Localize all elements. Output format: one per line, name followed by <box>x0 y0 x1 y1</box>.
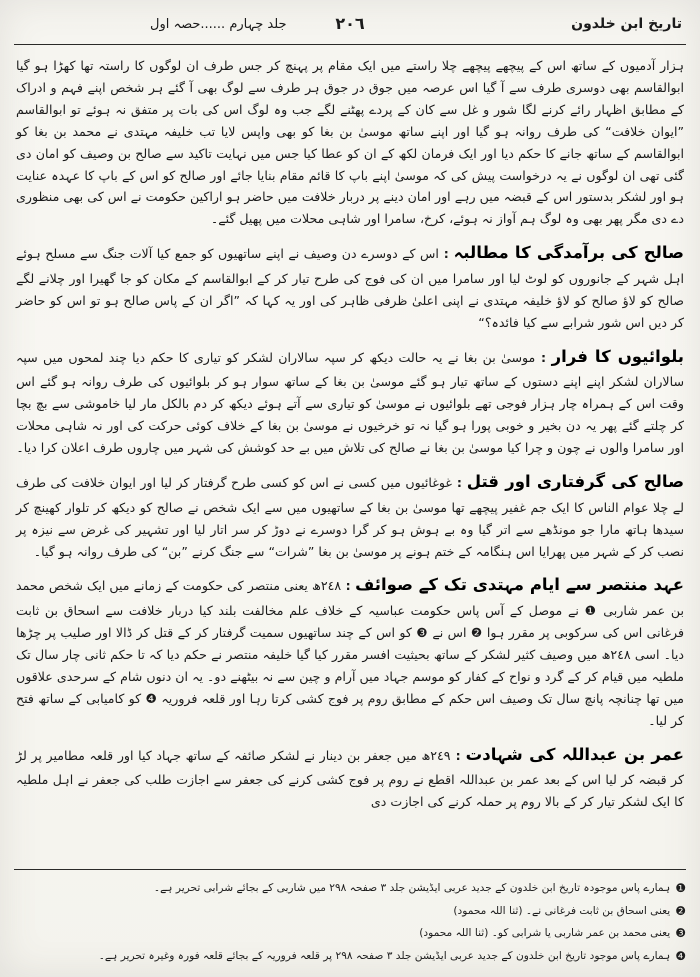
footnote-4-marker-icon: ❹ <box>675 949 686 964</box>
page-header <box>16 12 684 42</box>
footnote-3 <box>14 921 686 944</box>
footnote-4-text: ہمارے پاس موجود تاریخ ابن خلدون کے جدید عربی ایڈیشن جلد ٣ صفحہ ٢٩٨ پر قلعہ فروریہ کے بجائے قلعہ فورہ وغیرہ تحریر ہے۔ <box>98 950 671 963</box>
section-heading: عمر بن عبداللہ کی شہادت <box>465 744 685 764</box>
heading-colon: : <box>535 349 552 365</box>
footnote-2-marker-icon: ❷ <box>675 903 686 918</box>
footnote-3-text: یعنی محمد بن عمر شاربی یا شرابی کو۔ (ثنا اللہ محمود) <box>419 927 671 940</box>
heading-colon: : <box>438 246 454 262</box>
footnote-4 <box>14 944 686 967</box>
section-saleh-demand <box>16 239 684 333</box>
section-text: موسیٰ بن بغا نے یہ حالت دیکھ کر سپہ سالاران لشکر کو تیاری کا حکم دیا چند لمحوں میں سپہ سالاران لشکر اپنے اپنے دستوں کے ساتھ تیار ہو گئے موسیٰ بن بغا کے ساتھ سوار ہو کر بلوائیوں کی طرف روانہ ہو گئے اس وقت اس کے ہمراہ چار ہزار فوجی تھے بلوائیوں نے موسیٰ کو تیاری سے آتے ہوئے دیکھ کر دم بالکل مار لیا خاموشی سے بچ بچا کر چلتے گئے پھر یہ دن بخیر و خوبی پورا ہو گیا نہ تو خرخیوں نے موسیٰ بن بغا کے خلاف کوئی حرکت کی اور نہ شاہی محلات اور سامرا والوں نے چون و چرا کیا موسیٰ بن بغا نے صالح کی تلاش میں بے حد کوشش کی شہر میں چاروں طرف اعلان کرا دیا۔ <box>16 349 684 456</box>
page-body <box>16 55 684 813</box>
footnote-2-text: یعنی اسحاق بن ثابت فرغانی نے۔ (ثنا اللہ محمود) <box>453 904 671 917</box>
footnotes-block <box>14 869 686 967</box>
section-heading: عہد منتصر سے ایام مہتدی تک کے صوائف <box>355 575 685 595</box>
footnote-2 <box>14 899 686 922</box>
section-heading: صالح کی گرفتاری اور قتل <box>466 472 685 491</box>
section-text: ٢٤٩ھ میں جعفر بن دینار نے لشکر صائفہ کے ساتھ جہاد کیا اور قلعہ مطامیر پر لڑ کر قبضہ کر لیا اس کے بعد عمر بن عبداللہ اقطع نے روم پر فوج کشی کرنے کی جعفر سے اجازت طلب کی جعفر نے اہل ملطیہ کا ایک لشکر تیار کر کے بالا روم پر حملہ کرنے کی اجازت دی <box>16 747 684 810</box>
section-muntasir-era <box>16 571 684 731</box>
section-saleh-arrest <box>16 468 684 562</box>
section-umar-martyrdom <box>16 741 684 814</box>
section-text: اس کے دوسرے دن وصیف نے اپنے ساتھیوں کو جمع کیا آلات جنگ سے مسلح ہوئے اہل شہر کے جانوروں کو لوٹ لیا اور سامرا میں ان کی فوج کی طرح تیار کر کے ابوالقاسم کے مکان کو جا گھیرا اور چلانے لگے صالح کو لاؤ صالح کو لاؤ خلیفہ مہتدی نے اپنی اعلیٰ ظرفی ظاہر کی اور یہ کہا کہ ”اگر ان کے پاس صالح ہو تو اس کو حاضر کر دیں اس شور شرابے سے کیا فائدہ؟“ <box>16 246 684 330</box>
section-text: غوغائیوں میں کسی نے اس کو کسی طرح گرفتار کر لیا اور ایوان خلافت کی طرف لے چلا عوام الناس کا ایک جم غفیر پیچھے تھا موسیٰ بن بغا کے ساتھیوں میں سے ایک شخص نے صالح کو دیکھ کر تلوار کھینچ کر سیدھا ہاتھ مارا جو مونڈھے سے اتر گیا وہ بے ہوش ہو کر گرا دوسرے نے دوڑ کر سر اتار لیا اور تشہیر کی غرض سے نیزہ پر نصب کر کے شہر میں پھرایا اس ہنگامہ کے ختم ہونے پر موسیٰ بن بغا ”شرات“ سے جنگ کرنے ”بن“ کی طرف روانہ ہو گیا۔ <box>16 475 684 559</box>
section-text: ٢٤٨ھ یعنی منتصر کی حکومت کے زمانے میں ایک شخص محمد بن عمر شاربی ❶ نے موصل کے آس پاس حکومت عباسیہ کے خلاف علم مخالفت بلند کیا دربار خلافت سے اسحاق بن ثابت فرغانی اس کی سرکوبی پر مقرر ہوا ❷ اس نے ❸ کو اس کے چند ساتھیوں سمیت گرفتار کر کے قتل کر ڈالا اور صلیب پر چڑھا دیا۔ اسی ٢٤٨ھ میں وصیف کثیر لشکر کے ساتھ بحیثیت افسر مقرر کیا گیا خلیفہ منتصر نے حکم دیا کہ تا حکم ثانی چار سال تک ملطیہ میں قیام کر کے گرد و نواح کے کفار کو موسم جہاد میں آرام و چین سے نہ بیٹھنے دو۔ یہ ان دنوں شام کے سرحدی علاقوں میں تھا چنانچہ پانچ سال تک وصیف اس حکم کے مطابق روم پر فوج کشی کرتا رہا اور قلعہ فروریہ ❹ کو کامیابی کے ساتھ فتح کر لیا۔ <box>16 578 684 728</box>
footnote-1 <box>14 876 686 899</box>
page-number: ٢٠٦ <box>335 14 365 33</box>
section-heading: بلوائیوں کا فرار <box>551 346 684 366</box>
book-title: تاریخ ابن خلدون <box>571 16 682 32</box>
volume-label: جلد چہارم ......حصہ اول <box>150 17 287 32</box>
header-divider <box>14 44 686 45</box>
footnote-1-marker-icon: ❶ <box>675 880 686 895</box>
heading-colon: : <box>451 475 467 490</box>
section-rioters-flight <box>16 343 684 459</box>
heading-colon: : <box>450 747 466 763</box>
footnote-1-text: ہمارے پاس موجودہ تاریخ ابن خلدون کے جدید عربی ایڈیشن جلد ٣ صفحہ ٢٩٨ میں شاربی کے بجائے شرابی تحریر ہے۔ <box>153 881 671 894</box>
heading-colon: : <box>341 578 356 594</box>
section-heading: صالح کی برآمدگی کا مطالبہ <box>453 243 684 263</box>
footnote-divider <box>14 869 686 870</box>
footnote-3-marker-icon: ❸ <box>675 926 686 941</box>
paragraph-continuation: ہزار آدمیوں کے ساتھ اس کے پیچھے پیچھے چلا راستے میں ایک مقام پر پہنچ کر جس طرف ان لوگوں کا راستہ تھا کھڑا ہو گیا ابوالقاسم بھی دوسری طرف سے آ گیا اس عرصہ میں جوق در جوق ہر طرف سے لوگ بھی آ گئے ہر شخص اپنے فہم و ادراک کے مطابق اظہار رائے کرنے لگا شور و غل سے کان کے پردے پھٹنے لگے جب وہ لوگ اس کی بات پر متفق نہ ہوئے تو ابوالقاسم ”ایوان خلافت“ کی طرف روانہ ہو گیا اور اپنے ساتھ موسیٰ بن بغا کو بھی واپس لایا تب خلیفہ مہتدی نے محمد بن بغا کو ابوالقاسم کے ساتھ جانے کا حکم دیا اور ایک فرمان لکھ کے ان کو عطا کیا جس میں نہایت تاکید سے صالح بن وصیف کو امان دی گئی تھی ان لوگوں نے یہ درخواست پیش کی کہ موسیٰ اپنے باپ کا قائم مقام بنایا جائے اور صالح کو اس کے باپ کا عہدہ عنایت ہو اور لشکر بدستور اس کے قبضہ میں رہے اور امان دینے پر دربار خلافت میں حاضر ہو اراکین حکومت نے اس کی بھی منظوری دے دی مگر پھر بھی وہ لوگ ہم آواز نہ ہوئے، کرخ، سامرا اور شاہی محلات میں پھیل گئے۔ <box>16 58 684 227</box>
